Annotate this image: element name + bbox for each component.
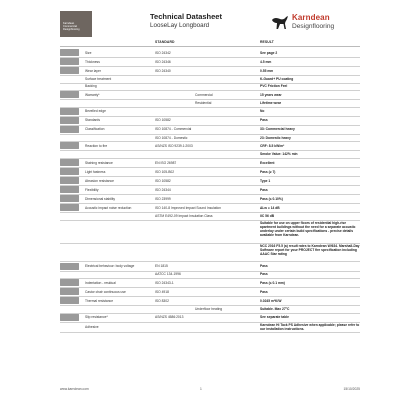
result-value: Pass	[260, 289, 268, 294]
footer-website-link[interactable]: www.karndean.com	[60, 387, 89, 391]
standard-value: ISO 10874 - Domestic	[155, 135, 188, 140]
table-row	[0, 305, 400, 313]
result-value: 15 years wear	[260, 92, 282, 97]
property-pictogram-icon	[60, 126, 79, 133]
property-name: Warranty*	[85, 92, 100, 97]
standard-value: ISO 24342	[155, 50, 171, 55]
table-row	[0, 158, 400, 167]
table-row	[0, 212, 400, 220]
property-name: Electrical behaviour: body voltage	[85, 264, 135, 268]
result-value: Type 1	[260, 178, 271, 183]
standard-value: ISO 8302	[155, 298, 169, 303]
column-header-result: RESULT	[260, 40, 274, 44]
result-value: 4.5 mm	[260, 59, 272, 64]
table-row	[0, 57, 400, 66]
property-pictogram-icon	[60, 297, 79, 304]
table-row	[0, 271, 400, 279]
standard-value: ASTM E492-09 Impact Insulation Class	[155, 213, 213, 218]
table-row	[0, 90, 400, 99]
table-row	[0, 322, 400, 333]
property-name: Bevelled edge	[85, 109, 106, 114]
standard-value: ISO 24343-1	[155, 280, 174, 285]
property-pictogram-icon	[60, 288, 79, 295]
table-row	[0, 194, 400, 203]
result-value: 0.55 mm	[260, 68, 274, 73]
property-pictogram-icon	[60, 314, 79, 321]
table-row	[0, 83, 400, 91]
result-value: Pass	[260, 118, 268, 123]
result-value: Pass	[260, 264, 268, 268]
table-row	[0, 141, 400, 150]
brand-name: Karndean	[292, 13, 330, 22]
standard-value: ISO 140-8 Improved Impact Sound Insulation	[155, 205, 221, 210]
property-name: Reaction to fire	[85, 143, 108, 148]
property-name: Indentation - residual	[85, 280, 116, 285]
result-note: NCC 2016 F5.5 (a) result rates to Karndean W/634. Marshall-Day Software report for your PROJECT fire specification including AAAC Star rating	[260, 243, 360, 256]
result-value: Pass (≥ 7)	[260, 169, 276, 174]
result-value: Smoke Value: 142% min	[260, 152, 298, 157]
column-header-standard: STANDARD	[155, 40, 175, 44]
result-value: Suitable. Max 27°C	[260, 306, 290, 311]
result-value: Pass	[260, 187, 268, 192]
standard-value: AS/NZS 4586:2013	[155, 315, 184, 320]
standard-value: ISO 4918	[155, 289, 169, 294]
header-divider	[60, 46, 360, 47]
standard-value: EN ISO 26987	[155, 160, 177, 165]
property-pictogram-icon	[60, 117, 79, 124]
table-row	[0, 278, 400, 287]
table-row	[0, 48, 400, 57]
property-name: Acoustic impact noise reduction	[85, 205, 132, 210]
property-pictogram-icon	[60, 159, 79, 166]
property-pictogram-icon	[60, 168, 79, 175]
property-name: Slip resistance*	[85, 315, 108, 320]
property-name: Dimensional stability	[85, 196, 116, 201]
standard-value: ISO 24340	[155, 68, 171, 73]
result-value: PVC Friction Feel	[260, 84, 288, 89]
standard-value: ISO 10582	[155, 118, 171, 123]
property-pictogram-icon	[60, 186, 79, 193]
property-name: Size	[85, 50, 92, 55]
table-row	[0, 262, 400, 271]
property-name: Surface treatment	[85, 76, 112, 81]
table-row	[0, 150, 400, 158]
sub-category: Underfloor heating	[195, 306, 223, 311]
property-name: Castor chair continuous use	[85, 289, 126, 294]
standard-value: ISO 10582	[155, 178, 171, 183]
property-name: Classification	[85, 127, 105, 132]
table-row	[0, 134, 400, 142]
table-row	[0, 75, 400, 83]
standard-value: AS/NZS ISO 9239.1:2003	[155, 143, 193, 148]
property-name: Staining resistance	[85, 160, 113, 165]
standard-value: ISO 10874 - Commercial	[155, 127, 192, 132]
result-value: 0.0245 m²K/W	[260, 298, 282, 303]
result-value: IIC 56 dB	[260, 213, 275, 218]
page-number: 1	[200, 387, 202, 391]
table-row	[0, 287, 400, 296]
table-row	[0, 185, 400, 194]
table-row	[0, 125, 400, 134]
property-pictogram-icon	[60, 195, 79, 202]
property-name: Thermal resistance	[85, 298, 114, 303]
property-name: Flexibility	[85, 187, 99, 192]
standard-value: AATCC 134-1996	[155, 272, 181, 277]
table-row	[0, 243, 400, 262]
brand-subtitle: Designflooring	[292, 23, 335, 30]
karndean-commercial-logo: Karndean Commercial Designflooring	[60, 11, 92, 37]
property-name: Thickness	[85, 59, 100, 64]
result-value: Pass (≤ 0.1 mm)	[260, 280, 285, 285]
result-value: Pass	[260, 272, 268, 277]
result-value: Pass (≤ 0.10%)	[260, 196, 283, 201]
document-title: Technical Datasheet	[150, 12, 222, 21]
table-row	[0, 203, 400, 212]
property-pictogram-icon	[60, 49, 79, 56]
result-value: See separate table	[260, 315, 289, 320]
sub-category: Commercial	[195, 92, 213, 97]
table-row	[0, 107, 400, 116]
table-row	[0, 66, 400, 75]
property-pictogram-icon	[60, 91, 79, 98]
result-value: No	[260, 109, 265, 114]
result-value: See page 2	[260, 50, 278, 55]
result-value: CRF: 8.5 kW/m²	[260, 143, 285, 148]
property-pictogram-icon	[60, 142, 79, 149]
standard-value: ISO 24346	[155, 59, 171, 64]
table-row	[0, 313, 400, 322]
property-name: Adhesive	[85, 325, 99, 330]
property-pictogram-icon	[60, 177, 79, 184]
property-name: Light fastness	[85, 169, 106, 174]
property-pictogram-icon	[60, 279, 79, 286]
standard-value: EN 1815	[155, 264, 168, 268]
header	[0, 0, 400, 44]
result-value: Lifetime wear	[260, 100, 282, 105]
table-row	[0, 220, 400, 243]
result-value: 33: Commercial heavy	[260, 127, 295, 132]
sub-category: Residential	[195, 100, 212, 105]
property-name: Standards	[85, 118, 101, 123]
property-pictogram-icon	[60, 204, 79, 211]
footer-date: 15/10/2025	[343, 387, 360, 391]
result-note: Karndean Hi Tack PS Adhesive when applicable; please refer to our installation instructions.	[260, 322, 360, 331]
result-value: K-Guard+ PU coating	[260, 76, 294, 81]
table-row	[0, 116, 400, 125]
property-name: Backing	[85, 84, 97, 89]
property-name: Abrasion resistance	[85, 178, 114, 183]
row-divider	[60, 332, 360, 333]
result-value: 23: Domestic heavy	[260, 135, 291, 140]
property-pictogram-icon	[60, 58, 79, 65]
property-name: Wear layer	[85, 68, 101, 73]
property-pictogram-icon	[60, 67, 79, 74]
document-subtitle: LooseLay Longboard	[150, 22, 210, 29]
standard-value: ISO 24344	[155, 187, 171, 192]
property-pictogram-icon	[60, 108, 79, 115]
standard-value: ISO 23999	[155, 196, 171, 201]
result-note: Suitable for use on upper floors of residential high-rise apartment buildings without the need for a separate acoustic underlay under certain build specifications - precise details available from Karndean.	[260, 220, 356, 238]
greyhound-logo-icon	[270, 14, 290, 30]
result-value: ΔLw = 14 dB	[260, 205, 280, 210]
standard-value: ISO 105-B02	[155, 169, 175, 174]
table-row	[0, 296, 400, 305]
property-pictogram-icon	[60, 263, 79, 270]
table-row	[0, 99, 400, 107]
table-row	[0, 167, 400, 176]
result-value: Excellent	[260, 160, 275, 165]
table-row	[0, 176, 400, 185]
